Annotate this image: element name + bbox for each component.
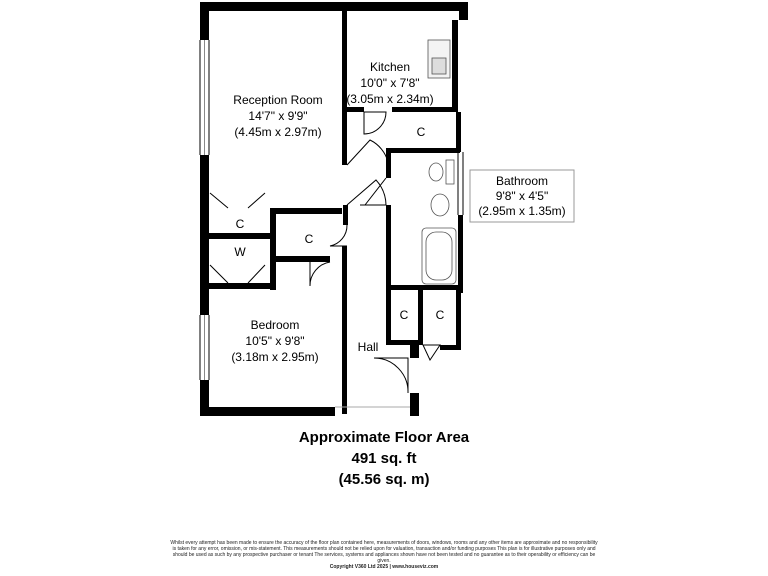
kitchen-metric: (3.05m x 2.34m) [346,92,434,106]
bedroom-metric: (3.18m x 2.95m) [231,350,319,364]
floor-area-sqft: 491 sq. ft [351,450,417,467]
reception-name: Reception Room [233,93,323,107]
hall-name: Hall [357,340,379,354]
cupboard-label: C [416,125,426,139]
kitchen-imperial: 10'0" x 7'8" [360,76,420,90]
copyright-text: Copyright V360 Ltd 2025 | www.houseviz.com [329,564,439,570]
floor-area-title: Approximate Floor Area [298,429,470,446]
cupboard-label: C [399,308,409,322]
bathroom-metric: (2.95m x 1.35m) [478,204,566,218]
bedroom-imperial: 10'5" x 9'8" [245,334,305,348]
wardrobe-label: W [234,245,246,259]
kitchen-name: Kitchen [369,60,411,74]
cupboard-label: C [435,308,445,322]
disclaimer-text: Whilst every attempt has been made to ensure the accuracy of the floor plan contained here, measurements of doors, windows, rooms and any other items are approximate and no responsibility is taken for any error, omission, or mis-statement. This measurements should not be relied upon for valuation, transaction and/or funding purposes This plan is for illustrative purposes only and should be used as such by any prospective purchaser or tenant The services, systems and appliances shown have not been tested and no guarantee as to their operability or efficiency can be given. [170,540,598,564]
cupboard-label: C [235,217,245,231]
bedroom-name: Bedroom [250,318,300,332]
reception-metric: (4.45m x 2.97m) [234,125,322,139]
bathroom-imperial: 9'8" x 4'5" [495,189,549,203]
reception-imperial: 14'7" x 9'9" [248,109,308,123]
bathroom-callout [470,170,574,222]
cupboard-label: C [304,232,314,246]
fixtures [422,40,456,284]
floor-area-sqm: (45.56 sq. m) [338,471,430,488]
disclaimer [168,540,600,570]
bathroom-name: Bathroom [495,174,549,188]
